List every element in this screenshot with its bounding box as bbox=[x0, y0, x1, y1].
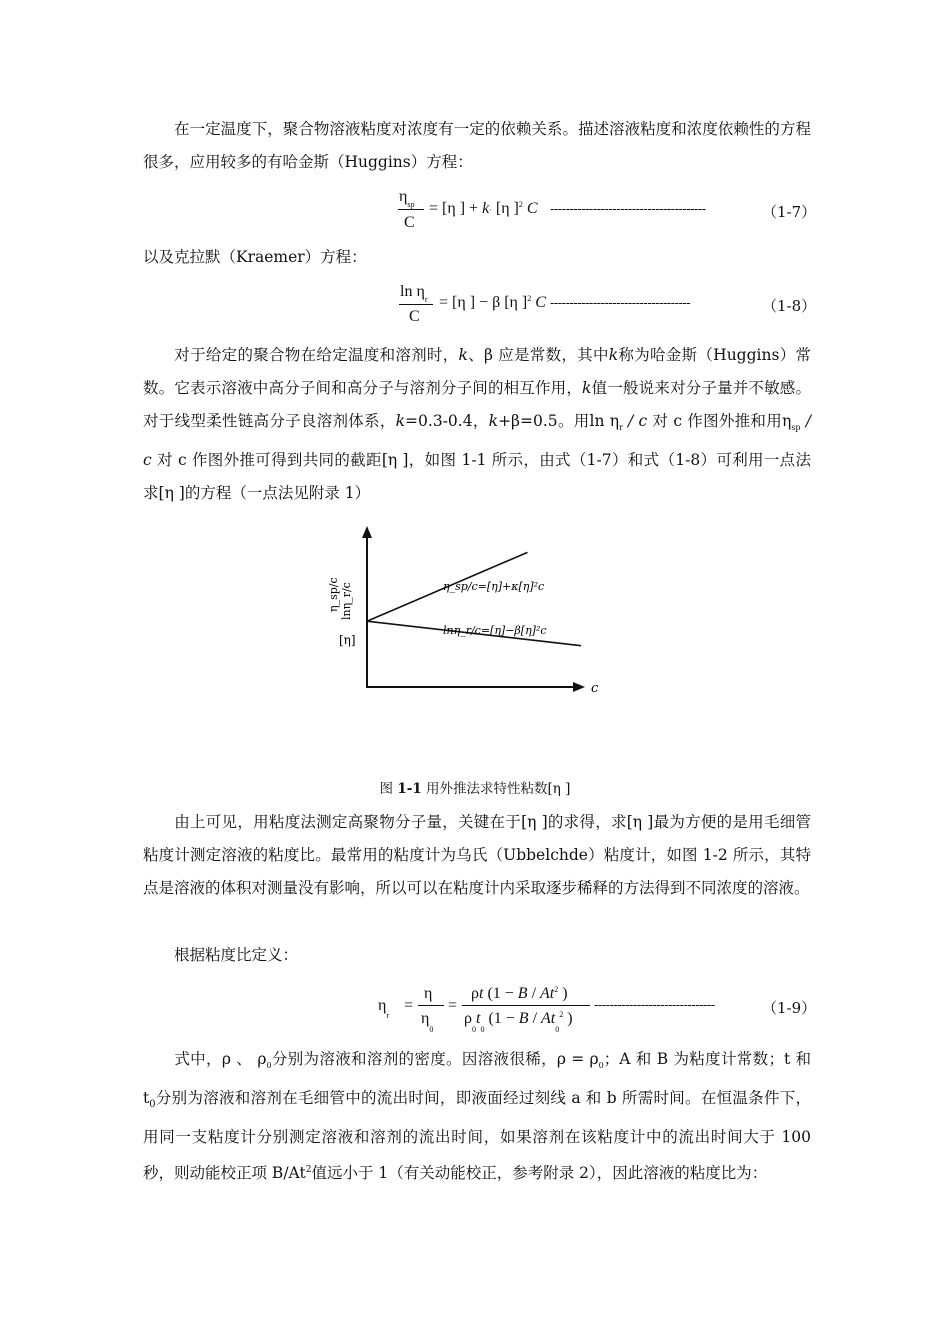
text-run: ；A 和 B 为粘度计常数；t 和 t bbox=[143, 1050, 811, 1108]
eq3-slash: / bbox=[528, 1010, 542, 1027]
eq3-number: （1-9） bbox=[762, 999, 817, 1017]
eq2-leader-dashes: ------------------------------------ bbox=[550, 296, 691, 311]
intrinsic-viscosity-symbol: [η ] bbox=[158, 484, 185, 503]
eq3-sq: 2 bbox=[559, 1010, 564, 1019]
eq3-r-sub: r bbox=[386, 1011, 390, 1020]
k-symbol: k bbox=[458, 346, 468, 364]
eq1-number: （1-7） bbox=[762, 203, 817, 221]
eq3-B: B bbox=[518, 1010, 529, 1027]
eq3-f1-bar bbox=[418, 1005, 444, 1006]
eq1-k-sub: · bbox=[489, 206, 492, 215]
eq3-rho: ρ bbox=[471, 985, 479, 1002]
figure-extrapolation-chart bbox=[325, 520, 615, 700]
eq1-fraction-bar bbox=[398, 209, 424, 210]
eq3-sq: 2 bbox=[554, 985, 559, 994]
eq3-t: t bbox=[478, 985, 484, 1002]
text-run: 根据粘度比定义： bbox=[174, 946, 299, 964]
text-run: 、β 应是常数，其中 bbox=[467, 346, 609, 364]
caption-text: 用外推法求特性粘数[η ] bbox=[421, 781, 571, 797]
eq1-k: k bbox=[482, 200, 490, 217]
superscript-two: 2 bbox=[305, 1165, 312, 1176]
eq3-f2-denominator bbox=[464, 1010, 573, 1034]
text-run: =0.3-0.4， bbox=[405, 412, 489, 430]
text-run: 的求得，求 bbox=[547, 813, 627, 831]
text-run: 对 c 作图外推和用 bbox=[647, 412, 783, 430]
text-run: +β=0.5。用 bbox=[498, 412, 590, 430]
rho-equality: ρ = ρ bbox=[556, 1050, 599, 1068]
paragraph-symbols bbox=[143, 1043, 811, 1190]
eq3-f1-denominator bbox=[421, 1010, 434, 1034]
eq3-close: ) bbox=[563, 1010, 573, 1027]
k-symbol: k bbox=[582, 379, 592, 397]
eq3-eta0-sub: 0 bbox=[429, 1025, 434, 1034]
paragraph-capillary bbox=[143, 806, 811, 905]
eq2-square: 2 bbox=[527, 294, 532, 303]
text-run: 的方程（一点法见附录 1） bbox=[184, 484, 371, 503]
eq1-numerator bbox=[399, 188, 415, 209]
eq1-c: C bbox=[522, 200, 538, 217]
eq1-rhs-part1: = [η ] + bbox=[429, 200, 483, 217]
eq3-t0: t bbox=[475, 1010, 481, 1027]
eq3-rho0-sub: 0 bbox=[471, 1025, 476, 1034]
eq3-slash: / bbox=[527, 985, 541, 1002]
subscript-zero: 0 bbox=[149, 1099, 156, 1111]
intrinsic-viscosity-symbol: [η ] bbox=[521, 813, 548, 831]
y-label-lnr: lnη_r/c bbox=[340, 582, 353, 620]
over-c: / c bbox=[622, 412, 648, 430]
eq3-eta0: η bbox=[421, 1010, 430, 1027]
eq2-c: C bbox=[531, 294, 546, 311]
paragraph-text: 在一定温度下，聚合物溶液粘度对浓度有一定的依赖关系。描述溶液粘度和浓度依赖性的方程很多，应用较多的有哈金斯（Huggins）方程： bbox=[143, 120, 811, 171]
caption-number: 1-1 bbox=[397, 781, 422, 797]
eq3-At0: At bbox=[541, 1010, 556, 1027]
text-run: 分别为溶液和溶剂的密度。因溶液很稀， bbox=[271, 1050, 557, 1068]
eq1-denominator: C bbox=[404, 214, 415, 231]
eq2-numerator bbox=[400, 283, 428, 304]
text-run: 由上可见，用粘度法测定高聚物分子量，关键在于 bbox=[174, 813, 522, 831]
paragraph-text: 以及克拉默（Kraemer）方程： bbox=[143, 248, 367, 266]
eta-inline: η bbox=[782, 412, 792, 430]
eq2-number: （1-8） bbox=[762, 297, 817, 315]
paragraph-kraemer-intro bbox=[143, 241, 811, 274]
x-label: c bbox=[591, 681, 599, 696]
eq2-fraction-bar bbox=[399, 304, 433, 305]
text-run: 分别为溶液和溶剂在毛细管中的流出时间，即液面经过刻线 a 和 b 所需时间。在恒温条件下，用同一支粘度计分别测定溶液和溶剂的流出时间，如果溶剂在该粘度计中的流出时间大于 100 秒，则动能校正项 B/At bbox=[143, 1089, 811, 1183]
eq3-f2-numerator bbox=[471, 985, 568, 1003]
eq3-f2-bar bbox=[462, 1005, 590, 1006]
text-run: 最为方便的是用毛细管粘度计测定溶液的粘度比。最常用的粘度计为乌氏（Ubbelchde）粘度计，如图 1-2 所示，其特点是溶液的体积对测量没有影响，所以可以在粘度计内采取逐步稀释的方法得到不同浓度的溶液。 bbox=[143, 813, 811, 897]
text-run: 式中， bbox=[174, 1050, 222, 1068]
text-run: 对 c 作图外推可得到共同的截距 bbox=[151, 451, 382, 470]
text-run: 值一般说来对分子量并不敏感。对于线型柔性链高分子良溶剂体系， bbox=[143, 379, 811, 430]
eq3-t0-sub: 0 bbox=[480, 1025, 485, 1034]
eq3-equals-2: = bbox=[448, 997, 458, 1014]
eq3-B: B bbox=[517, 985, 528, 1002]
text-run: 对于给定的聚合物在给定温度和溶剂时， bbox=[174, 346, 459, 364]
eq3-leader-dashes: ------------------------------- bbox=[594, 998, 715, 1013]
paragraph-huggins-intro bbox=[143, 113, 811, 179]
eq3-At0-sub: 0 bbox=[555, 1025, 560, 1034]
line2-label: lnη_r/c=[η]−β[η]²c bbox=[443, 624, 547, 637]
eq3-open: (1 − bbox=[484, 1010, 519, 1027]
eq3-lhs bbox=[378, 997, 390, 1020]
eq1-sp-sub: sp bbox=[407, 200, 415, 209]
eq1-square: 2 bbox=[518, 200, 523, 209]
paragraph-ratio-def bbox=[143, 939, 811, 972]
eq2-ln-eta: ln η bbox=[400, 283, 425, 300]
rho-symbols: ρ 、 ρ bbox=[221, 1050, 267, 1068]
k-symbol: k bbox=[488, 412, 499, 430]
eq1-eta: η bbox=[399, 188, 408, 205]
eq3-eta-r: η bbox=[378, 997, 387, 1014]
text-run: 值远小于 1（有关动能校正，参考附录 2），因此溶液的粘度比为： bbox=[311, 1164, 768, 1183]
eq1-rhs bbox=[429, 200, 538, 218]
eq1-leader-dashes: ---------------------------------------- bbox=[550, 202, 706, 217]
eq3-open: (1 − bbox=[483, 985, 518, 1002]
x-axis-arrow bbox=[573, 682, 585, 692]
ln-eta-inline: ln η bbox=[589, 412, 619, 430]
text-run: ，如图 1-1 所示，由式（1-7）和式（1-8）可利用一点法求 bbox=[143, 451, 811, 503]
r-subscript: r bbox=[618, 423, 623, 433]
intrinsic-viscosity-symbol: [η ] bbox=[381, 451, 409, 470]
eq2-r-sub: r bbox=[424, 295, 428, 304]
y-label-sp: η_sp/c bbox=[327, 577, 340, 612]
eq3-equals-1: = bbox=[404, 997, 414, 1014]
eq2-denominator: C bbox=[409, 308, 420, 325]
eq3-f1-numerator: η bbox=[424, 985, 433, 1002]
eq3-close: ) bbox=[558, 985, 568, 1002]
sp-subscript: sp bbox=[791, 423, 801, 433]
caption-prefix: 图 bbox=[379, 781, 398, 797]
eq1-rhs-part2: [η ] bbox=[491, 200, 519, 217]
figure-caption bbox=[0, 777, 950, 797]
k-symbol: k bbox=[395, 412, 406, 430]
eq3-rho0: ρ bbox=[464, 1010, 472, 1027]
text-run: 称为哈金斯（Huggins）常数。它表示溶液中高分子间和高分子与溶剂分子间的相互作用， bbox=[143, 346, 811, 397]
paragraph-constants bbox=[143, 339, 811, 510]
over-c: / c bbox=[143, 412, 812, 470]
eq3-At: At bbox=[540, 985, 555, 1002]
eq2-rhs-part1: = [η ] − β [η ] bbox=[439, 294, 528, 311]
subscript-zero: 0 bbox=[598, 1061, 604, 1071]
line1-label: η_sp/c=[η]+κ[η]²c bbox=[443, 580, 545, 593]
intercept-label: [η] bbox=[339, 633, 356, 647]
intrinsic-viscosity-symbol: [η ] bbox=[626, 813, 654, 831]
subscript-zero: 0 bbox=[266, 1061, 272, 1071]
y-axis-arrow bbox=[362, 526, 372, 538]
eq2-rhs bbox=[439, 294, 546, 312]
k-symbol: k bbox=[608, 346, 619, 364]
